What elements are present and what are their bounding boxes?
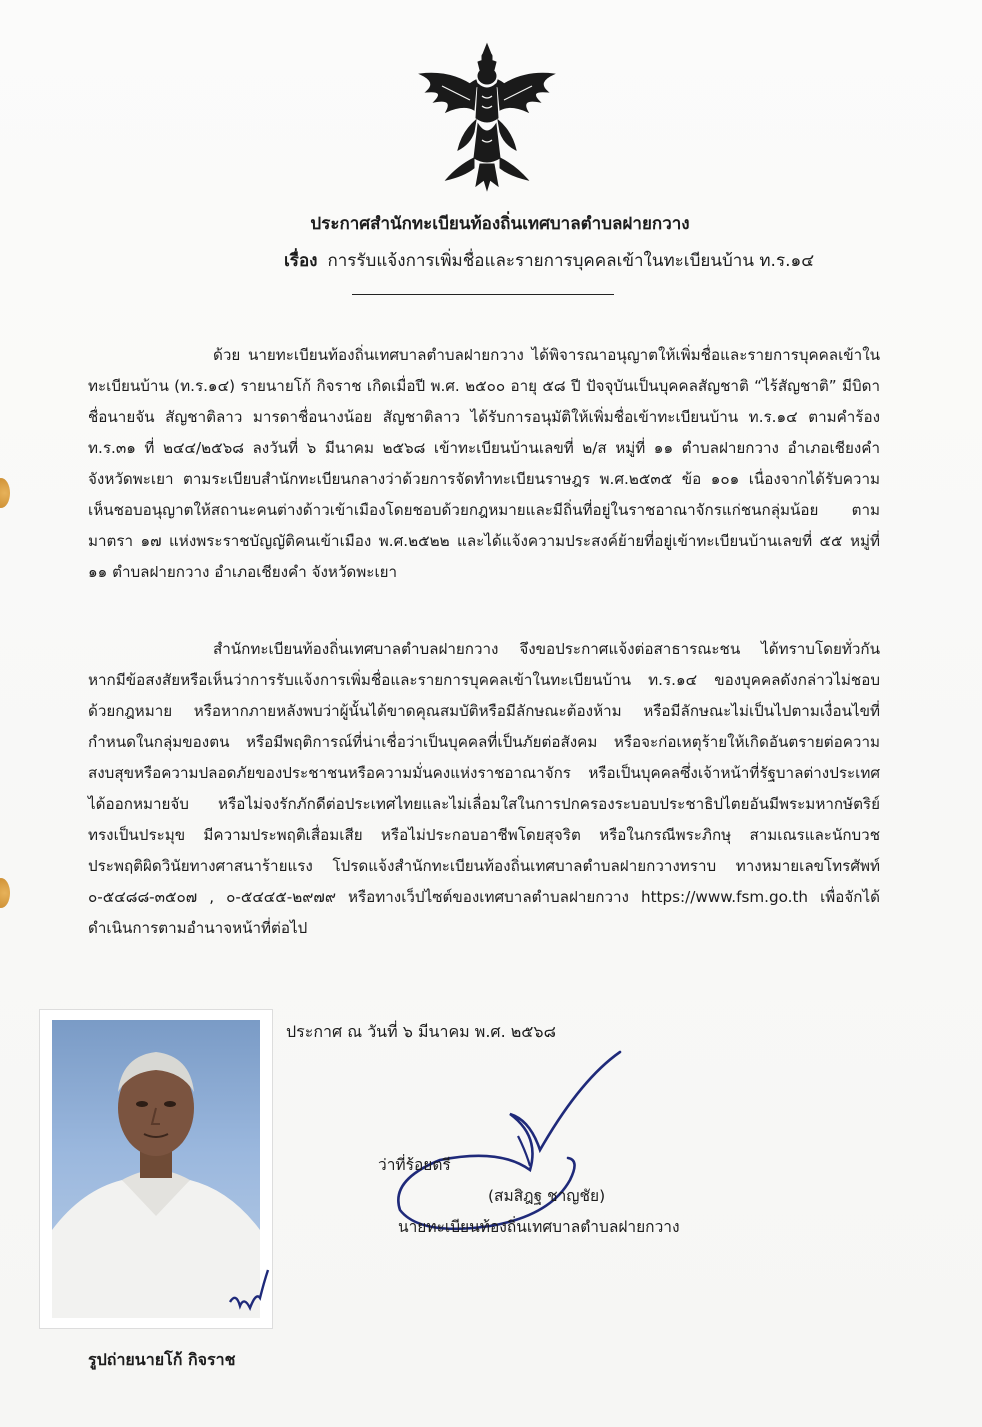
body-paragraph-1: ด้วย นายทะเบียนท้องถิ่นเทศบาลตำบลฝายกวาง ได้พิจารณาอนุญาตให้เพิ่มชื่อและรายการบุคคลเข้าในทะเบียนบ้าน (ท.ร.๑๔) รายนายโก้ กิจราช เกิดเมื่อปี พ.ศ. ๒๕๐๐ อายุ ๕๘ ปี ปัจจุบันเป็นบุคคลสัญชาติ “ไร้สัญชาติ” มีบิดาชื่อนายจัน สัญชาติลาว มารดาชื่อนางน้อย สัญชาติลาว ได้รับการอนุมัติให้เพิ่มชื่อเข้าทะเบียนบ้าน ท.ร.๑๔ ตามคำร้อง ท.ร.๓๑ ที่ ๒๔๔/๒๕๖๘ ลงวันที่ ๖ มีนาคม ๒๕๖๘ เข้าทะเบียนบ้านเลขที่ ๒/ส หมู่ที่ ๑๑ ตำบลฝายกวาง อำเภอเชียงคำ จังหวัดพะเยา ตามระเบียบสำนักทะเบียนกลางว่าด้วยการจัดทำทะเบียนราษฎร พ.ศ.๒๕๓๕ ข้อ ๑๐๑ เนื่องจากได้รับความเห็นชอบอนุญาตให้สถานะคนต่างด้าวเข้าเมืองโดยชอบด้วยกฎหมายและมีถิ่นที่อยู่ในราชอาณาจักรแก่ชนกลุ่มน้อย ตามมาตรา ๑๗ แห่งพระราชบัญญัติคนเข้าเมือง พ.ศ.๒๕๒๒ และได้แจ้งความประสงค์ย้ายที่อยู่เข้าทะเบียนบ้านเลขที่ ๕๕ หมู่ที่ ๑๑ ตำบลฝายกวาง อำเภอเชียงคำ จังหวัดพะเยา (88, 346, 880, 581)
document-subject (284, 247, 850, 274)
signer-name: (สมสิฎฐ ชาญชัย) (488, 1187, 606, 1205)
photo-signature-mark (222, 1262, 278, 1322)
document-title: ประกาศสำนักทะเบียนท้องถิ่นเทศบาลตำบลฝายกวาง (310, 214, 690, 234)
handwritten-signature (380, 1040, 630, 1240)
body-paragraph-2: สำนักทะเบียนท้องถิ่นเทศบาลตำบลฝายกวาง จึงขอประกาศแจ้งต่อสาธารณะชน ได้ทราบโดยทั่วกัน หากมีข้อสงสัยหรือเห็นว่าการรับแจ้งการเพิ่มชื่อและรายการบุคคลเข้าในทะเบียนบ้าน ท.ร.๑๔ ของบุคคลดังกล่าวไม่ชอบด้วยกฎหมาย หรือหากภายหลังพบว่าผู้นั้นได้ขาดคุณสมบัติหรือมีลักษณะต้องห้าม หรือมีลักษณะไม่เป็นไปตามเงื่อนไขที่กำหนดในกลุ่มของตน หรือมีพฤติการณ์ที่น่าเชื่อว่าเป็นบุคคลที่เป็นภัยต่อสังคม หรือจะก่อเหตุร้ายให้เกิดอันตรายต่อความสงบสุขหรือความปลอดภัยของประชาชนหรือความมั่นคงแห่งราชอาณาจักร หรือเป็นบุคคลซึ่งเจ้าหน้าที่รัฐบาลต่างประเทศได้ออกหมายจับ หรือไม่จงรักภักดีต่อประเทศไทยและไม่เลื่อมใสในการปกครองระบอบประชาธิปไตยอันมีพระมหากษัตริย์ทรงเป็นประมุข มีความประพฤติเสื่อมเสีย หรือไม่ประกอบอาชีพโดยสุจริต หรือในกรณีพระภิกษุ สามเณรและนักบวช ประพฤติผิดวินัยทางศาสนาร้ายแรง โปรดแจ้งสำนักทะเบียนท้องถิ่นเทศบาลตำบลฝายกวางทราบ ทางหมายเลขโทรศัพท์ ๐-๕๔๘๘-๓๕๐๗ , ๐-๕๔๔๕-๒๙๗๙ หรือทางเว็ปไซต์ของเทศบาลตำบลฝายกวาง https://www.fsm.go.th เพื่อจักได้ดำเนินการตามอำนาจหน้าที่ต่อไป (88, 640, 880, 937)
punch-hole (0, 478, 10, 508)
document-header (150, 210, 850, 274)
subject-text: การรับแจ้งการเพิ่มชื่อและรายการบุคคลเข้าในทะเบียนบ้าน ท.ร.๑๔ (327, 251, 815, 271)
garuda-emblem-icon (412, 40, 562, 192)
punch-hole (0, 878, 10, 908)
signer-position: นายทะเบียนท้องถิ่นเทศบาลตำบลฝายกวาง (398, 1218, 680, 1236)
subject-label: เรื่อง (284, 251, 318, 271)
signer-rank: ว่าที่ร้อยตรี (378, 1156, 451, 1174)
header-divider (352, 294, 614, 295)
photo-caption: รูปถ่ายนายโก้ กิจราช (88, 1350, 236, 1369)
announcement-date: ประกาศ ณ วันที่ ๖ มีนาคม พ.ศ. ๒๕๖๘ (286, 1022, 556, 1041)
